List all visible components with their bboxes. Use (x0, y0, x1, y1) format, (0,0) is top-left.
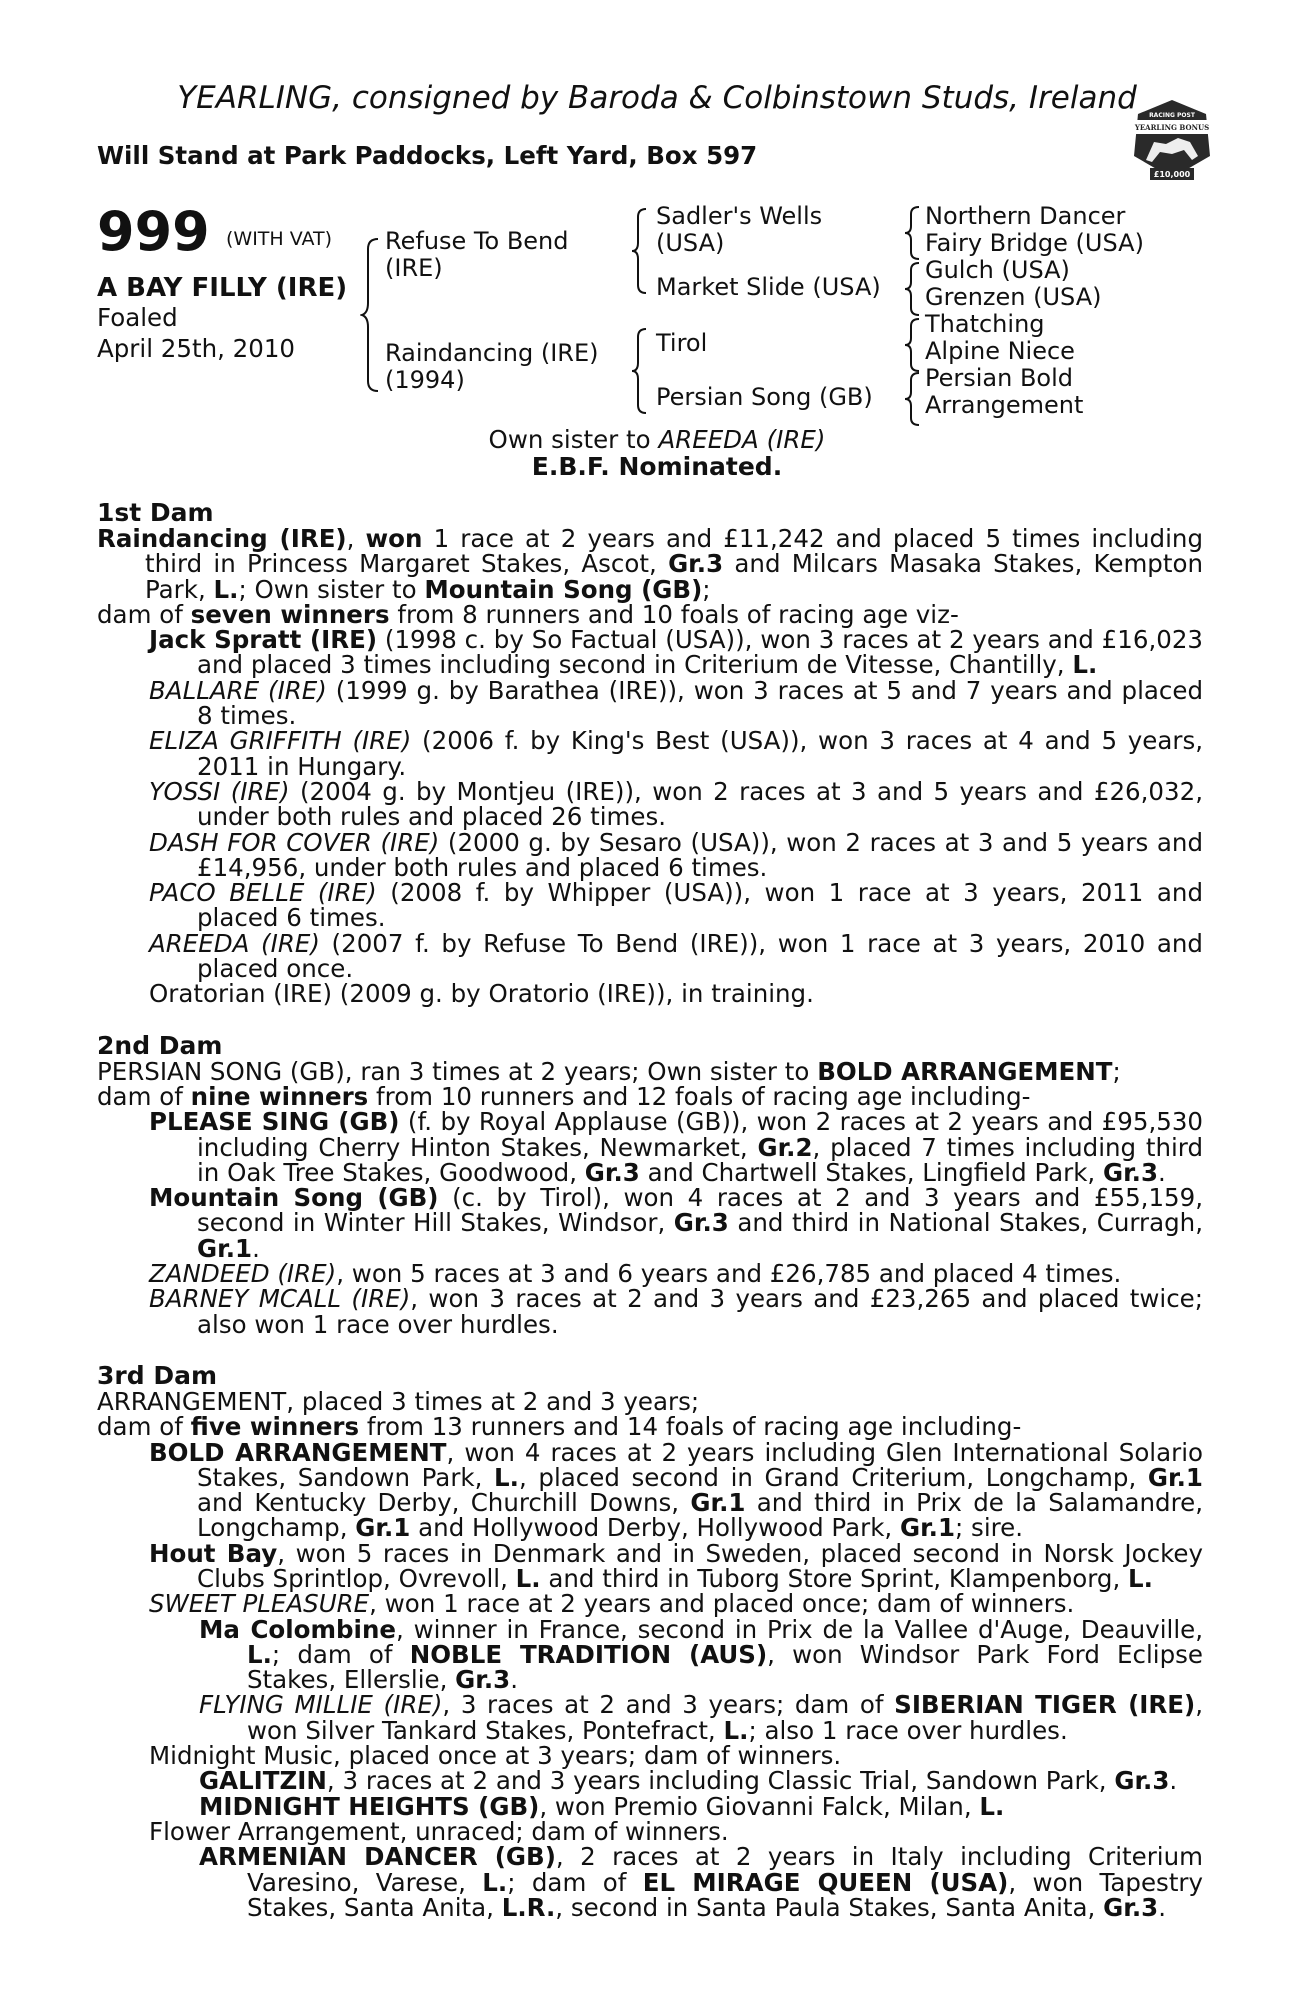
pedigree-entry: Flower Arrangement, unraced; dam of winners. (149, 1816, 729, 1846)
section-heading: 1st Dam (97, 498, 214, 527)
pedigree-entry: PACO BELLE (IRE) (2008 f. by Whipper (USA)), won 1 race at 3 years, 2011 and placed 6 times. (149, 878, 1204, 933)
dam (385, 340, 598, 394)
pedigree-entry: FLYING MILLIE (IRE), 3 races at 2 and 3 years; dam of SIBERIAN TIGER (IRE), won Silver Tankard Stakes, Pontefract, L.; also 1 race over hurdles. (199, 1690, 1203, 1745)
pedigree-entry: Oratorian (IRE) (2009 g. by Oratorio (IRE)), in training. (149, 979, 814, 1009)
foaled-label: Foaled (97, 303, 178, 332)
g7: Persian Bold (925, 364, 1074, 392)
g3: Gulch (USA) (925, 256, 1070, 284)
pedigree-entry: YOSSI (IRE) (2004 g. by Montjeu (IRE)), won 2 races at 3 and 5 years and £26,032, under both rules and placed 26 times. (149, 776, 1203, 832)
pedigree-entry: PERSIAN SONG (GB), ran 3 times at 2 years; Own sister to BOLD ARRANGEMENT; (97, 1056, 1121, 1086)
pedigree-brace-main (360, 235, 384, 395)
ebf-note: E.B.F. Nominated. (531, 452, 783, 481)
dam-sire: Tirol (656, 329, 708, 357)
pedigree-entry: Hout Bay, won 5 races in Denmark and in Sweden, placed second in Norsk Jockey Clubs Sprintlop, Ovrevoll, L. and third in Tuborg Store Sprint, Klampenborg, L. (149, 1538, 1203, 1593)
dam-year: (1994) (385, 366, 465, 394)
pedigree-entry: BALLARE (IRE) (1999 g. by Barathea (IRE)), won 3 races at 5 and 7 years and placed 8 times. (149, 675, 1203, 731)
catalogue-title: YEARLING, consigned by Baroda & Colbinstown Studs, Ireland (177, 80, 1137, 116)
g8: Arrangement (925, 391, 1084, 419)
dam-sections (97, 500, 1203, 1920)
pedigree-entry: GALITZIN, 3 races at 2 and 3 years including Classic Trial, Sandown Park, Gr.3. (199, 1766, 1178, 1796)
pedigree-entry: BOLD ARRANGEMENT, won 4 races at 2 years including Glen International Solario Stakes, Sandown Park, L., placed second in Grand Criterium, Longchamp, Gr.1 and Kentucky Derby, Churchill Downs, Gr.1 and third in Prix de la Salamandre, Longchamp, Gr.1 and Hollywood Derby, Hollywood Park, Gr.1; sire. (149, 1437, 1203, 1543)
pedigree-brace-g1 (903, 204, 923, 262)
pedigree-entry: dam of nine winners from 10 runners and 12 foals of racing age including- (97, 1081, 1031, 1111)
own-sister-note (0, 425, 1314, 454)
pedigree-grandparents (925, 203, 1144, 419)
g1: Northern Dancer (925, 202, 1126, 230)
pedigree-entry: Raindancing (IRE), won 1 race at 2 years and £11,242 and placed 5 times including third in Princess Margaret Stakes, Ascot, Gr.3 and Milcars Masaka Stakes, Kempton Park, L.; Own sister to Mountain Song (GB); (97, 524, 1203, 604)
lot-description: A BAY FILLY (IRE) (97, 273, 348, 303)
pedigree-entry: AREEDA (IRE) (2007 f. by Refuse To Bend (IRE)), won 1 race at 3 years, 2010 and placed once. (149, 928, 1203, 984)
sire-sire-name: Sadler's Wells (656, 202, 823, 230)
badge-top-text: RACING POST (1149, 112, 1195, 119)
g4: Grenzen (USA) (925, 283, 1102, 311)
pedigree-entry: SWEET PLEASURE, won 1 race at 2 years and placed once; dam of winners. (149, 1589, 1075, 1619)
pedigree-entry: ARMENIAN DANCER (GB), 2 races at 2 years in Italy including Criterium Varesino, Varese, L.; dam of EL MIRAGE QUEEN (USA), won Tapestry Stakes, Santa Anita, L.R., second in Santa Paula Stakes, Santa Anita, Gr.3. (199, 1842, 1204, 1922)
dam-dam: Persian Song (GB) (656, 383, 873, 411)
pedigree-entry: Ma Colombine, winner in France, second in Prix de la Vallee d'Auge, Deauville, L.; dam of NOBLE TRADITION (AUS), won Windsor Park Ford Eclipse Stakes, Ellerslie, Gr.3. (199, 1614, 1203, 1695)
pedigree-entry: BARNEY MCALL (IRE), won 3 races at 2 and 3 years and £23,265 and placed twice; also won 1 race over hurdles. (149, 1284, 1203, 1339)
pedigree-brace-g3 (903, 316, 923, 374)
sire-name: Refuse To Bend (385, 227, 569, 255)
yearling-bonus-badge (1132, 98, 1212, 192)
pedigree-entry: dam of five winners from 13 runners and 14 foals of racing age including- (97, 1412, 1022, 1442)
pedigree-entry: ELIZA GRIFFITH (IRE) (2006 f. by King's Best (USA)), won 3 races at 4 and 5 years, 2011 in Hungary. (149, 726, 1203, 781)
g5: Thatching (925, 310, 1045, 338)
own-sister-prefix: Own sister to (488, 425, 659, 454)
dam-name: Raindancing (IRE) (385, 339, 599, 367)
badge-mid-text: YEARLING BONUS (1134, 123, 1210, 132)
stand-location: Will Stand at Park Paddocks, Left Yard, Box 597 (97, 141, 758, 170)
own-sister-name: AREEDA (IRE) (658, 425, 826, 454)
pedigree-entry: MIDNIGHT HEIGHTS (GB), won Premio Giovanni Falck, Milan, L. (199, 1791, 1005, 1821)
foaled-info (97, 302, 295, 364)
g2: Fairy Bridge (USA) (925, 229, 1144, 257)
pedigree-entry: ARRANGEMENT, placed 3 times at 2 and 3 years; (97, 1386, 700, 1416)
pedigree-entry: PLEASE SING (GB) (f. by Royal Applause (GB)), won 2 races at 2 years and £95,530 including Cherry Hinton Stakes, Newmarket, Gr.2, placed 7 times including third in Oak Tree Stakes, Goodwood, Gr.3 and Chartwell Stakes, Lingfield Park, Gr.3. (149, 1107, 1203, 1187)
pedigree-brace-dam (630, 325, 652, 417)
pedigree-brace-g4 (903, 370, 923, 428)
pedigree-entry: Midnight Music, placed once at 3 years; dam of winners. (149, 1741, 842, 1771)
pedigree-entry: DASH FOR COVER (IRE) (2000 g. by Sesaro (USA)), won 2 races at 3 and 5 years and £14,956, under both rules and placed 6 times. (149, 827, 1203, 882)
g6: Alpine Niece (925, 337, 1075, 365)
pedigree-entry: Jack Spratt (IRE) (1998 c. by So Factual (USA)), won 3 races at 2 years and £16,023 and placed 3 times including second in Criterium de Vitesse, Chantilly, L. (149, 625, 1203, 680)
vat-note: (WITH VAT) (226, 228, 333, 250)
section-heading: 3rd Dam (97, 1360, 217, 1390)
badge-bottom-text: £10,000 (1153, 170, 1191, 179)
foaled-date: April 25th, 2010 (97, 334, 296, 363)
pedigree-brace-g2 (903, 260, 923, 318)
pedigree-entry: Mountain Song (GB) (c. by Tirol), won 4 races at 2 and 3 years and £55,159, second in Winter Hill Stakes, Windsor, Gr.3 and third in National Stakes, Curragh, Gr.1. (149, 1183, 1203, 1263)
lot-number: 999 (97, 200, 210, 263)
pedigree-entry: dam of seven winners from 8 runners and 10 foals of racing age viz- (97, 599, 959, 629)
pedigree-brace-sire (630, 205, 652, 297)
section-heading: 2nd Dam (97, 1030, 223, 1060)
section-gap (97, 1007, 1203, 1033)
sire-sire-country: (USA) (656, 229, 725, 257)
section-gap (97, 1337, 1203, 1363)
pedigree-entry: ZANDEED (IRE), won 5 races at 3 and 6 years and £26,785 and placed 4 times. (149, 1259, 1122, 1289)
sire-country: (IRE) (385, 254, 443, 282)
sire (385, 228, 569, 282)
sire-sire (656, 203, 822, 257)
sire-dam: Market Slide (USA) (656, 273, 881, 301)
